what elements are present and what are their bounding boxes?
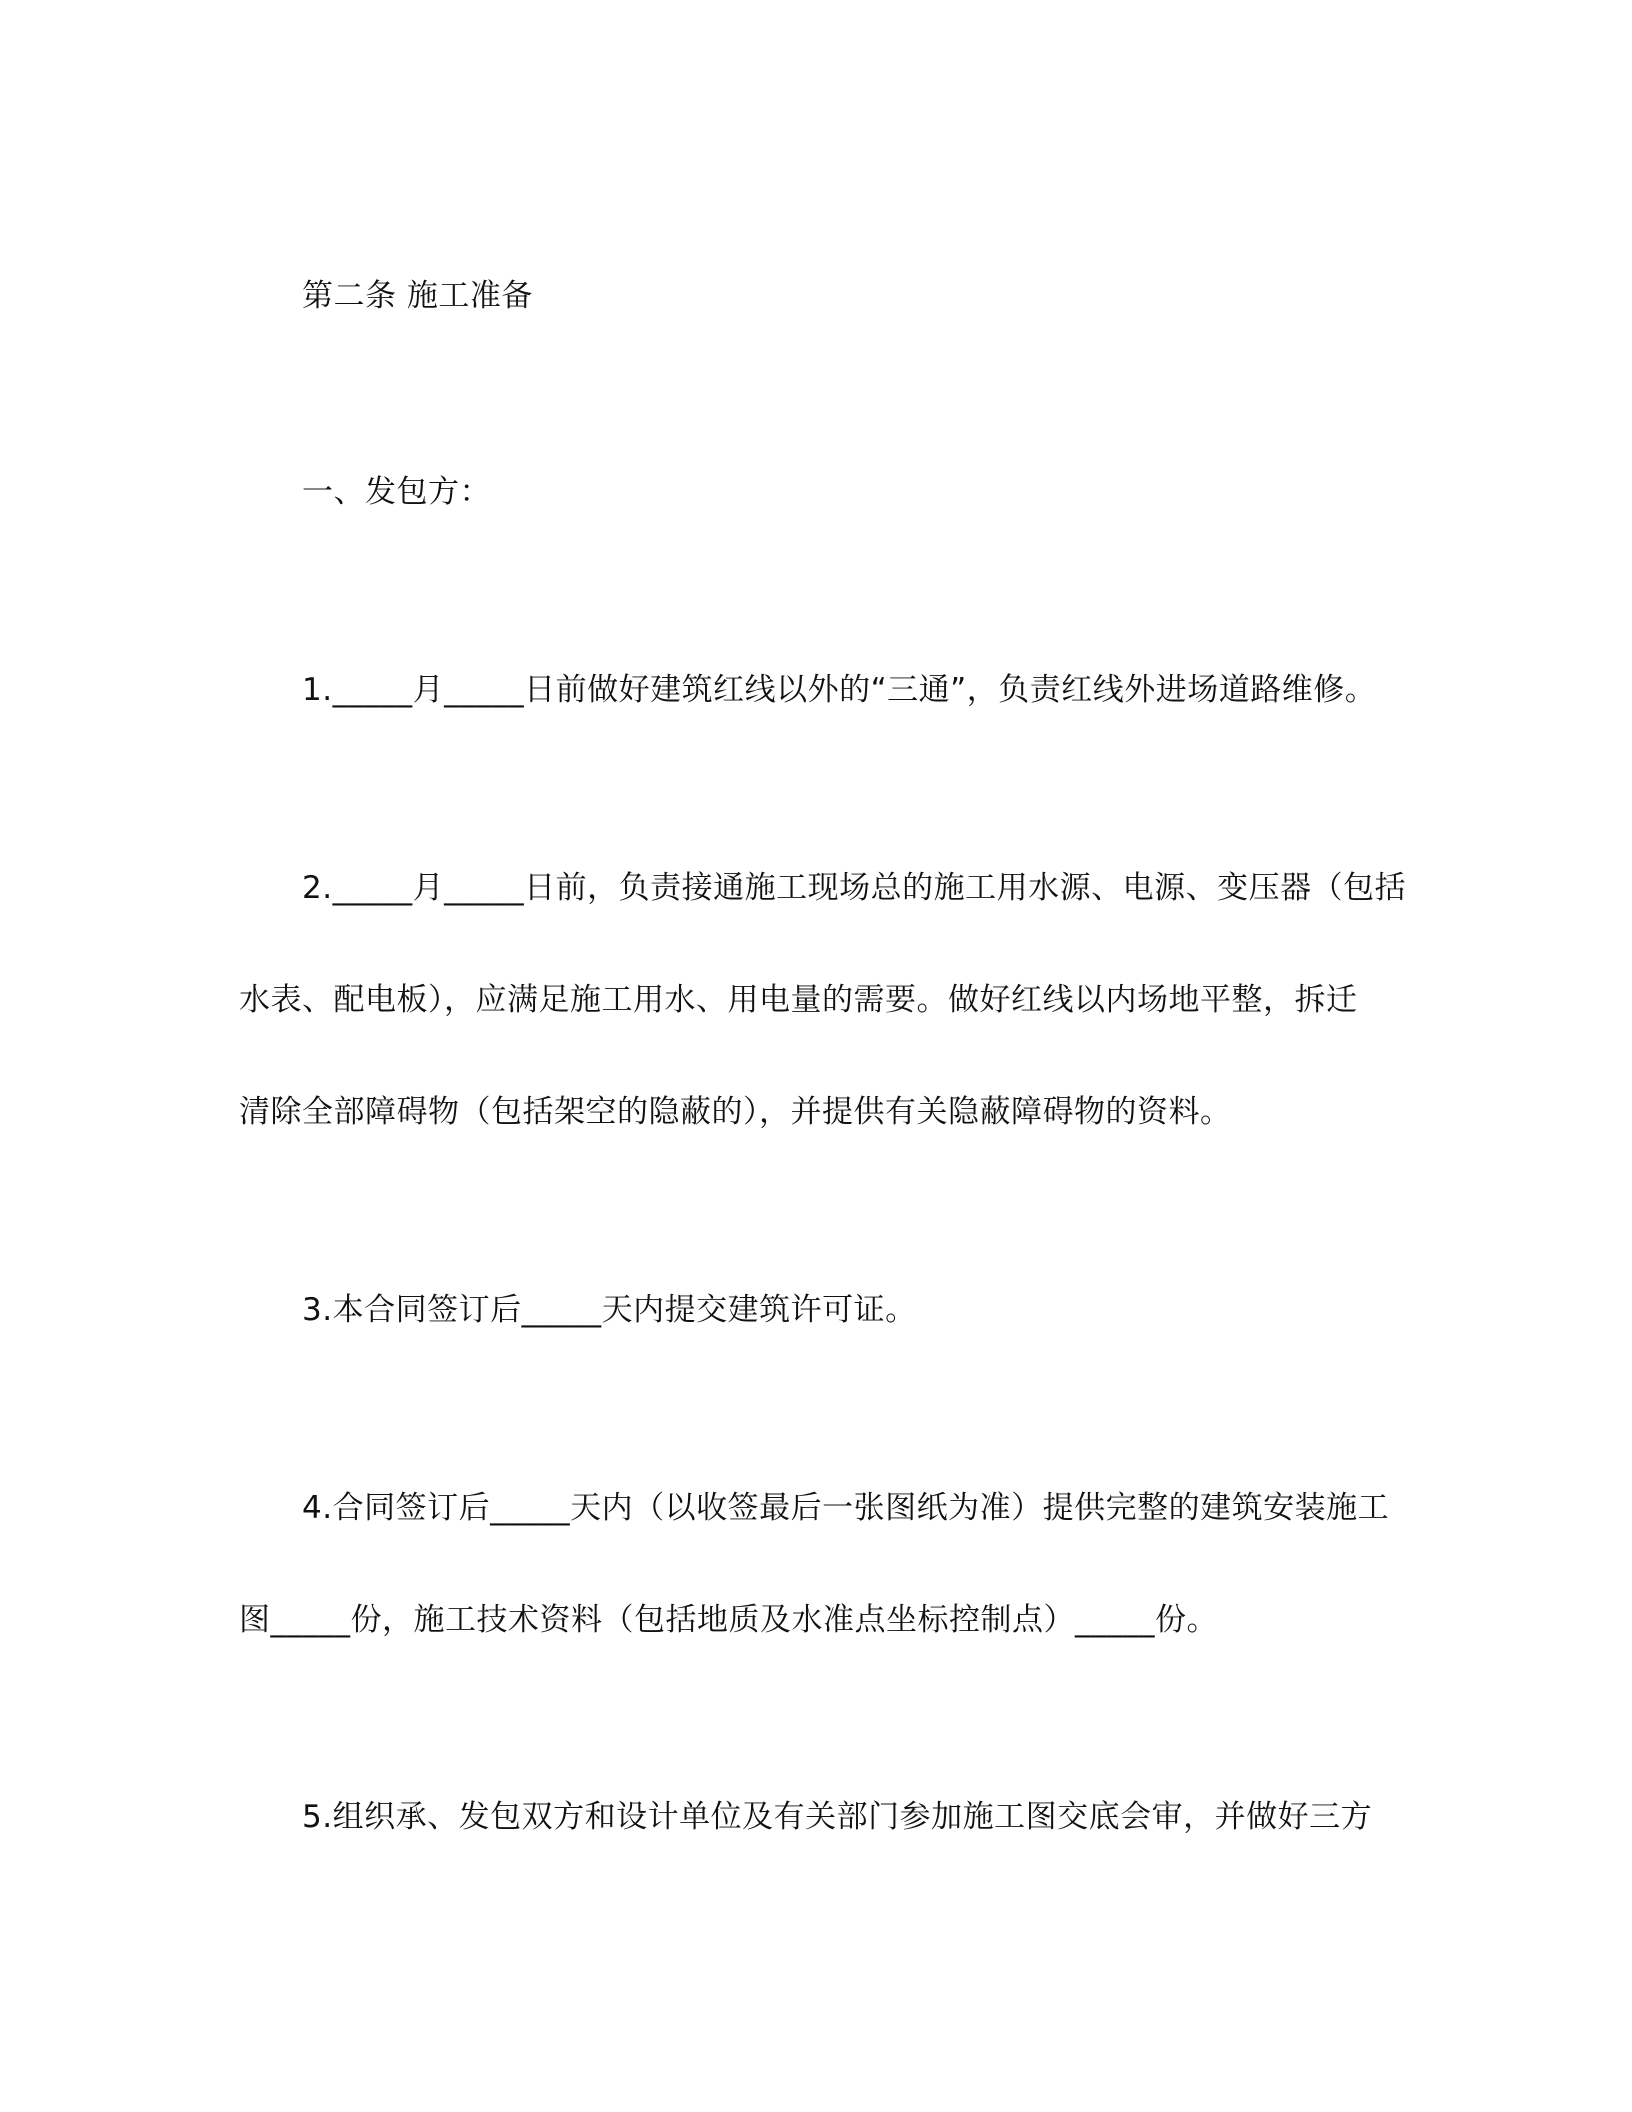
article-title: 第二条 施工准备: [302, 278, 533, 314]
item-2-line-1: 2._____月_____日前，负责接通施工现场总的施工用水源、电源、变压器（包括: [302, 870, 1407, 906]
item-1-line-1: 1._____月_____日前做好建筑红线以外的“三通”，负责红线外进场道路维修。: [302, 672, 1377, 708]
item-4-line-1: 4.合同签订后_____天内（以收签最后一张图纸为准）提供完整的建筑安装施工: [302, 1490, 1390, 1526]
item-2-line-3: 清除全部障碍物（包括架空的隐蔽的），并提供有关隐蔽障碍物的资料。: [239, 1094, 1232, 1130]
item-4-line-2: 图_____份，施工技术资料（包括地质及水准点坐标控制点）_____份。: [239, 1602, 1218, 1638]
item-3-line-1: 3.本合同签订后_____天内提交建筑许可证。: [302, 1292, 917, 1328]
item-5-line-1: 5.组织承、发包双方和设计单位及有关部门参加施工图交底会审，并做好三方: [302, 1799, 1373, 1835]
section-heading: 一、发包方：: [302, 474, 491, 510]
item-2-line-2: 水表、配电板），应满足施工用水、用电量的需要。做好红线以内场地平整，拆迁: [239, 982, 1358, 1018]
